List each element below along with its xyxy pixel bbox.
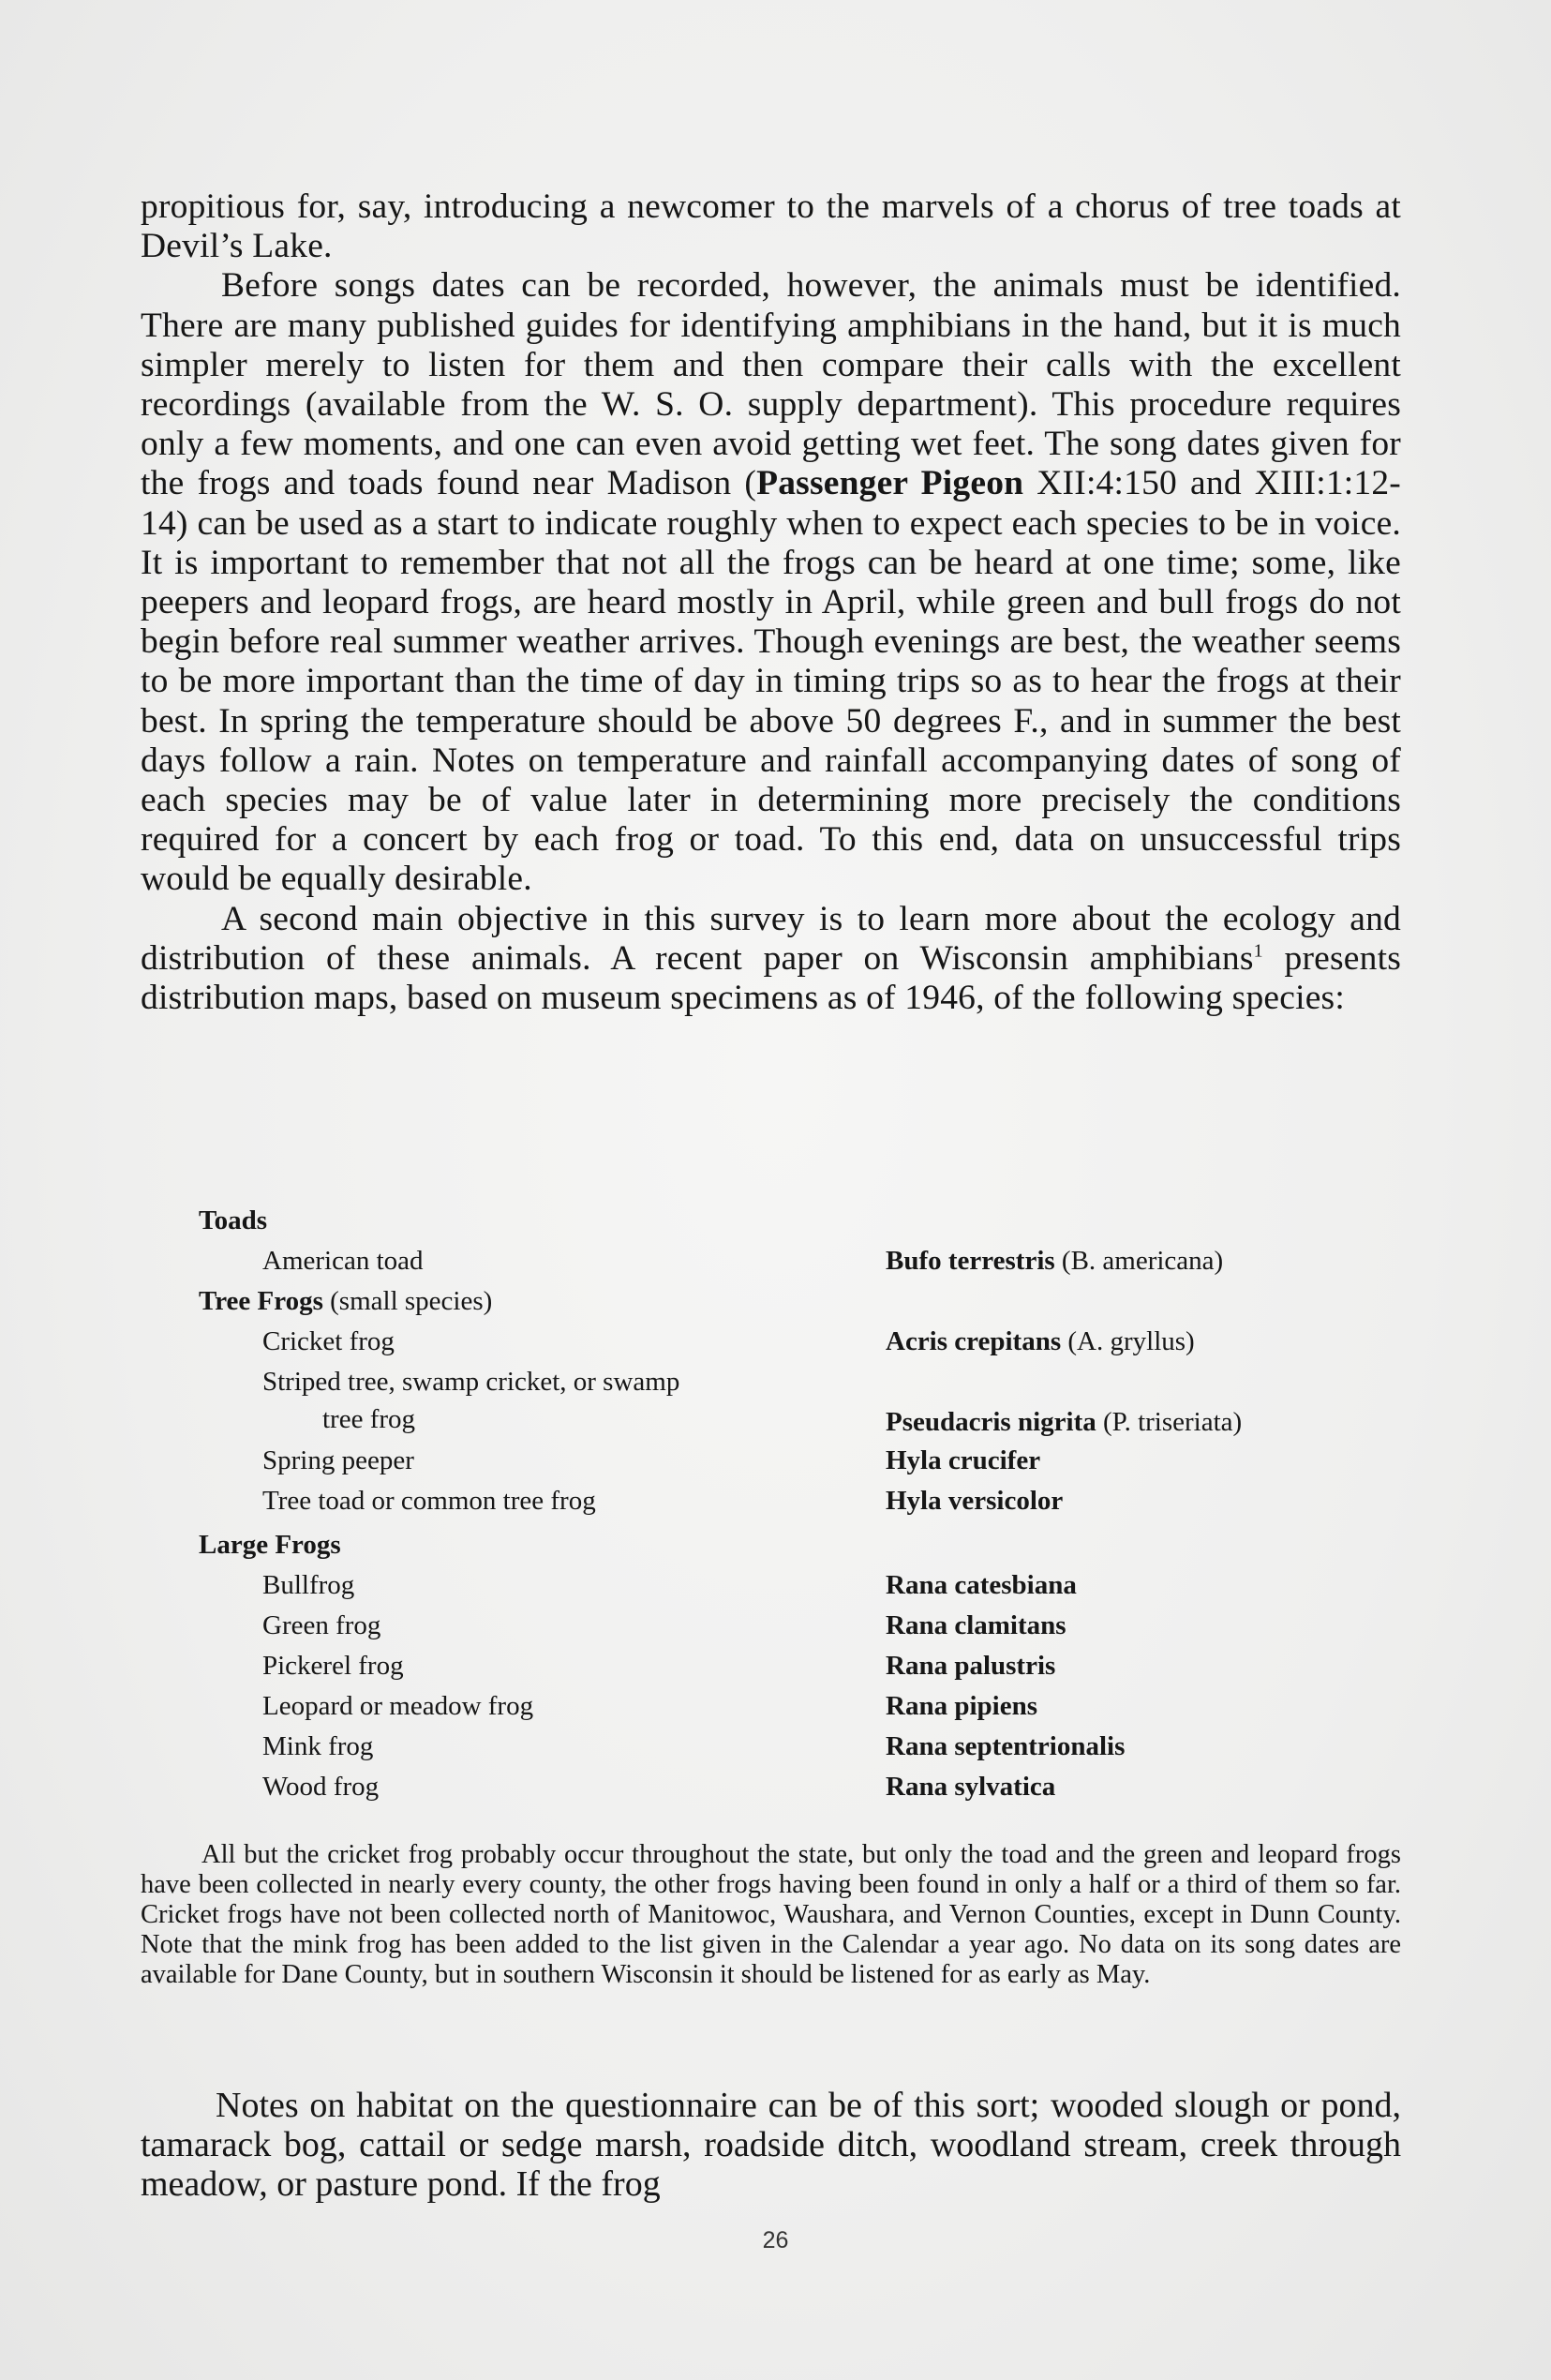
species-group-tree-frogs (141, 1282, 1401, 1323)
common-name: Tree toad or common tree frog (262, 1486, 596, 1516)
scientific-name: Bufo terrestris (886, 1246, 1055, 1276)
common-name: Spring peeper (262, 1445, 414, 1475)
closing-text (141, 2086, 1401, 2204)
common-name: Bullfrog (262, 1570, 355, 1600)
common-name: Cricket frog (262, 1326, 395, 1356)
scientific-name: Rana clamitans (886, 1610, 1066, 1640)
species-row (141, 1687, 1401, 1728)
synonym: (A. gryllus) (1067, 1326, 1195, 1356)
synonym: (P. triseriata) (1103, 1407, 1243, 1437)
species-row (141, 1768, 1401, 1808)
journal-title: Passenger Pigeon (756, 464, 1024, 503)
species-row (141, 1607, 1401, 1647)
species-row (141, 1566, 1401, 1607)
scientific-name: Rana catesbiana (886, 1570, 1077, 1600)
scientific-name: Hyla crucifer (886, 1445, 1041, 1475)
species-row (141, 1482, 1401, 1522)
common-name: Pickerel frog (262, 1651, 404, 1681)
scientific-name: Pseudacris nigrita (886, 1407, 1096, 1437)
species-row (141, 1323, 1401, 1363)
species-row (141, 1728, 1401, 1768)
footnote-marker: 1 (1253, 940, 1263, 962)
paragraph-distribution-part1: A second main objective in this survey is to learn more about the ecology and distribution of these animals. A recent paper on Wisconsin amphibians (141, 899, 1401, 978)
distribution-note-paragraph: All but the cricket frog probably occur throughout the state, but only the toad and the green and leopard frogs have been collected in nearly every county, the other frogs having been found in only a half or a third of them so far. Cricket frogs have not been collected north of Manitowoc, Waushara, and Vernon Counties, except in Dunn County. Note that the mink frog has been added to the list given in the Calendar a year ago. No data on its song dates are available for Dane County, but in southern Wisconsin it should be listened for as early as May. (141, 1840, 1401, 1989)
paragraph-continuation: propitious for, say, introducing a newcomer to the marvels of a chorus of tree toads at Devil’s Lake. (141, 187, 1401, 266)
scientific-name: Acris crepitans (886, 1326, 1062, 1356)
common-name-continued: tree frog (322, 1404, 416, 1434)
group-heading-tree-frogs: Tree Frogs (199, 1286, 323, 1316)
species-row (141, 1647, 1401, 1687)
species-row (141, 1442, 1401, 1482)
paragraph-song-dates-part2: XII:4:150 and XIII:1:12-14) can be used as a start to indicate roughly when to expect each species to be in voice. It is important to remember that not all the frogs can be heard at one time; some, like peepers and leopard frogs, are heard mostly in April, while green and bull frogs do not begin before real summer weather arrives. Though evenings are best, the weather seems to be more important than the time of day in timing trips so as to hear the frogs at their best. In spring the temperature should be above 50 degrees F., and in summer the best days follow a rain. Notes on temperature and rainfall accompanying dates of song of each species may be of value later in determining more precisely the conditions required for a concert by each frog or toad. To this end, data on unsuccessful trips would be equally desirable. (141, 464, 1401, 899)
main-text (141, 187, 1401, 1018)
scientific-name: Rana pipiens (886, 1691, 1037, 1721)
page-number: 26 (762, 2227, 789, 2253)
group-heading-toads: Toads (199, 1205, 268, 1235)
species-row (141, 1242, 1401, 1282)
paragraph-distribution-part2: presents distribution maps, based on museum specimens as of 1946, of the following species: (141, 938, 1402, 1018)
species-group-toads (141, 1202, 1401, 1242)
species-group-large-frogs (141, 1526, 1401, 1566)
paragraph-song-dates-part1: Before songs dates can be recorded, however, the animals must be identified. There are many published guides for identifying amphibians in the hand, but it is much simpler merely to listen for them and then compare their calls with the excellent recordings (available from the W. S. O. supply department). This procedure requires only a few moments, and one can even avoid getting wet feet. The song dates given for the frogs and toads found near Madison ( (141, 266, 1401, 503)
paragraph-song-dates (141, 266, 1401, 899)
common-name: Wood frog (262, 1772, 380, 1802)
scientific-name: Rana palustris (886, 1651, 1056, 1681)
distribution-note (141, 1840, 1401, 1990)
species-row (141, 1363, 1401, 1442)
scientific-name: Rana sylvatica (886, 1772, 1056, 1802)
group-heading-large-frogs: Large Frogs (199, 1530, 341, 1560)
group-note: (small species) (330, 1286, 493, 1316)
scientific-name: Hyla versicolor (886, 1486, 1064, 1516)
common-name: Mink frog (262, 1731, 374, 1761)
common-name: Leopard or meadow frog (262, 1691, 534, 1721)
synonym: (B. americana) (1061, 1246, 1224, 1276)
paragraph-distribution (141, 900, 1401, 1019)
species-list (141, 1202, 1401, 1808)
common-name: American toad (262, 1246, 424, 1276)
closing-paragraph: Notes on habitat on the questionnaire can be of this sort; wooded slough or pond, tamarack bog, cattail or sedge marsh, roadside ditch, woodland stream, creek through meadow, or pasture pond. If the frog (141, 2086, 1401, 2204)
common-name: Green frog (262, 1610, 381, 1640)
common-name: Striped tree, swamp cricket, or swamp (262, 1367, 680, 1397)
scientific-name: Rana septentrionalis (886, 1731, 1126, 1761)
